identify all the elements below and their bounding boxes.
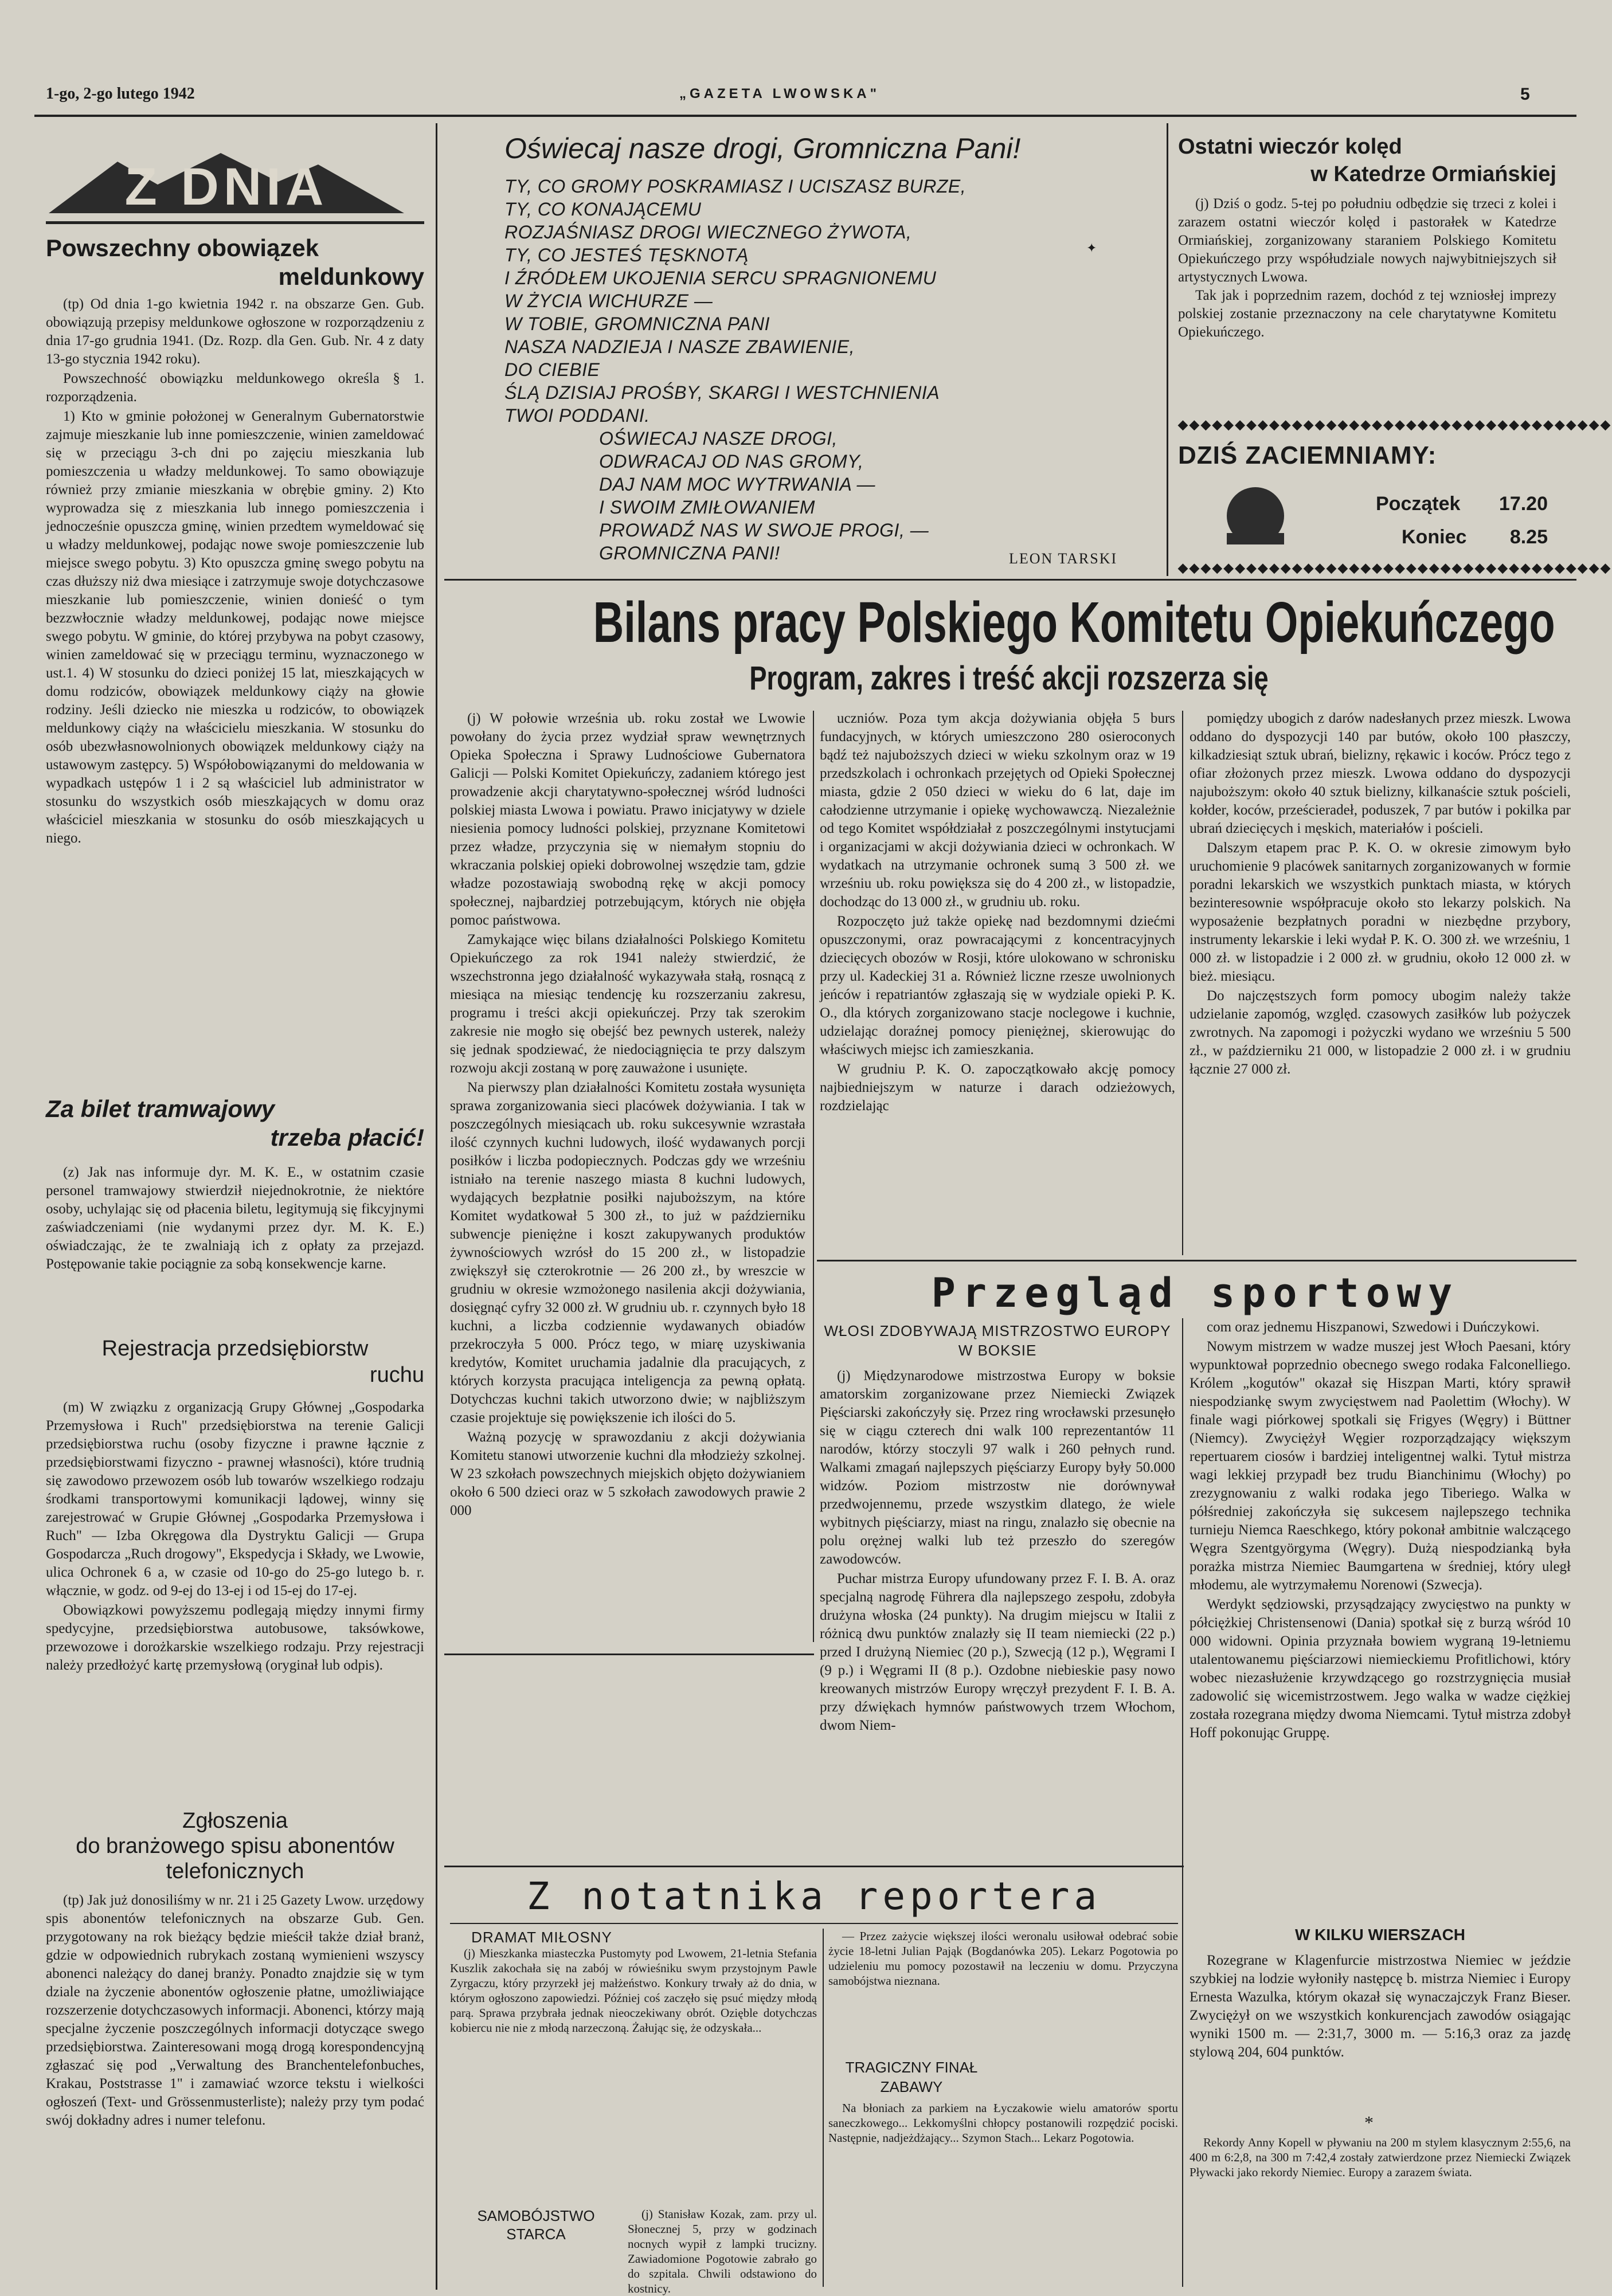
paragraph: Nowym mistrzem w wadze muszej jest Włoch Paesani, który wypunktował poprzednio obecnego swego rodaka Falconelliego. Królem „kogutów" okazał się Hiszpan Marti, który sprawił niespodziankę swym zwycięstwem nad Paolettim (Włochy). W finale wagi piórkowej spotkali się Frigyes (Węgry) i Büttner (Niemcy). Zwyciężył Węgier rozporządzający większym repertuarem ciosów i bardziej inteligentnej walki. Tytuł mistrza wagi lekkiej przypadł bez trudu Bianchinimu (Włochy) po zrezygnowaniu z walki rodaka jego Tiberiego. Walka w półśredniej zakończyła się sukcesem najlepszego technika turnieju Niemca Raeschkego, który pokonał ambitnie walczącego Węgra Szentgyörgyma (Węgry). Dużą niespodzianką była porażka mistrza Niemiec Baumgartena w średniej, który uległ młodemu, ale wytrzymałemu Norenowi (Szwecja). [1190, 1339, 1571, 1593]
poem-line: ODWRACAJ OD NAS GROMY, [599, 451, 864, 472]
sport-col-divider [1182, 1318, 1183, 2287]
main-col-2 [820, 710, 1175, 1254]
main-headline: Bilans pracy Polskiego Komitetu Opiekuńczego [593, 590, 1555, 655]
note-body-samobojstwo [628, 2207, 817, 2295]
paragraph: Obowiązkowi powyższemu podlegają między innymi firmy spedycyjne, przedsiębiorstwa autobusowe, taksówkowe, przewozowe i dorożkarskie wszelkiego rodzaju. Przy rejestracji należy przedłożyć kartę przemysłową (oryginał lub odpis). [46, 1603, 424, 1673]
article-body-telefony [46, 1891, 424, 2287]
article-body-rejestracja [46, 1398, 424, 1803]
sport-col-2b [1190, 1952, 1571, 2109]
sport-subtitle: WŁOSI ZDOBYWAJĄ MISTRZOSTWO EUROPY W BOKSIE [824, 1322, 1171, 1359]
main-subhead: Program, zakres i treść akcji rozszerza się [749, 660, 1269, 697]
page-date: 1-go, 2-go lutego 1942 [46, 85, 195, 103]
paragraph: (z) Jak nas informuje dyr. M. K. E., w ostatnim czasie personel tramwajowy stwierdził niejednokrotnie, że niektóre osoby, uchylając się od płacenia biletu, legitymują się fikcyjnymi zaświadczeniami (nie wydanymi przez dyr. M. K. E.) oświadczając, że te zwalniają ich z opłaty za przejazd. Postępowanie takie pociągnie za sobą konsekwencje karne. [46, 1165, 424, 1272]
paragraph: Na pierwszy plan działalności Komitetu została wysunięta sprawa zorganizowania sieci placówek dożywiania. I tak w poszczególnych miesiącach ub. roku sukcesywnie wzrastała ilość czynnych kuchni ludowych, ilość wydawanych porcji posiłków i liczba podopiecznych. Podczas gdy we wrześniu istniało na terenie naszego miasta 8 kuchni ludowych, wydających bezpłatnie posiłki najuboższym, na które Komitet wydatkował 5 300 zł., to już w październiku subwencje pieniężne i koszt zakupywanych produktów żywnościowych wzrósł do 15 200 zł., w listopadzie zwiększył się czterokrotnie — 26 200 zł., by wreszcie w grudniu w okresie wzmożonego nasilenia akcji dożywiania, dosięgnąć cyfry 32 000 zł. W grudniu ub. r. czynnych było 18 kuchni, a liczba codziennie wydawanych obiadów przekroczyła 5 000. Prócz tego, w miarę uzyskiwania kredytów, Komitet uruchamia jadalnie dla pracujących, z których korzysta pracująca inteligencja za pewną opłatą. Dotychczas kuchni takich utworzono dwie; w najbliższym czasie projektuje się powiększenie ich ilości do 5. [450, 1080, 805, 1425]
paragraph: (m) W związku z organizacją Grupy Głównej „Gospodarka Przemysłowa i Ruch" przedsiębiorstwa na terenie Galicji przedsiębiorstwa ruchu (osoby fizyczne i prawne łącznie z przedsiębiorstwami fizyczno - prawnej własności), które trudnią się zawodowo przewozem osób lub towarów wszelkiego rodzaju środkami transportowymi komunikacji lądowej, winny się zarejestrować w Grupie Głównej „Gospodarka Przemysłowa i Ruch" — Izba Okręgowa dla Dystryktu Galicji — Grupa Gospodarcza „Ruch drogowy", Ekspedycja i Składy, we Lwowie, ulica Ochronek 6 a, w czasie od 10-go do 25-go lutego b. r. włącznie, w godz. od 9-ej do 13-ej i od 15-ej do 17-ej. [46, 1400, 424, 1598]
note-title-dramat: DRAMAT MIŁOSNY [471, 1929, 612, 1946]
header-rule [34, 115, 1576, 117]
paragraph: (tp) Jak już donosiliśmy w nr. 21 i 25 Gazety Lwow. urzędowy spis abonentów telefonicznych na obszarze Gub. Gen. przygotowany na rok bieżący będzie mieścił także dział branż, gdzie w odpowiednich rubrykach zostaną wymienieni wszyscy abonenci należący do danej branży. Ponadto znajdzie się w tym dziale na życzenie abonentów ogłoszenie płatne, umożliwiające rozszerzenie dotychczasowych informacji. Abonenci, którzy mają specjalne życzenie poszczególnych informacji dotyczące swego przedsiębiorstwa. Zainteresowani mogą drogą korespondencyjną zgłaszać się pod „Verwaltung des Branchentelefonbuches, Krakau, Poststrasse 1" i zamawiać wzorce tekstu i wielkości ogłoszeń (Text- und Grössenmusterliste); należy przy tym podać swój dokładny adres i numer telefonu. [46, 1893, 424, 2128]
blackout-title: DZIŚ ZACIEMNIAMY: [1178, 441, 1437, 469]
notes-top-rule [444, 1866, 1184, 1867]
paragraph: Tak jak i poprzednim razem, dochód z tej wzniosłej imprezy polskiej zostanie przeznaczony na cele charytatywne Komitetu Opiekuńczego. [1178, 288, 1556, 340]
title-line: Powszechny obowiązek [46, 234, 319, 261]
poem-line: TY, CO JESTEŚ TĘSKNOTĄ [504, 245, 749, 265]
logo-rule [46, 221, 424, 224]
paragraph: — Przez zażycie większej ilości weronalu usiłował odebrać sobie życie 18-letni Julian Pająk (Bogdanówka 205). Lekarz Pogotowia po udzieleniu mu pomocy pozostawił na leczeniu w domu. Przyczyna samobójstwa nieznana. [828, 1929, 1178, 1988]
paragraph: Do najczęstszych form pomocy ubogim należy także udzielanie zapomóg, względ. czasowych zasiłków lub pożyczek zwrotnych. Na zapomogi i pożyczki wydano we wrześniu 5 500 zł., w październiku 21 000, w listopadzie 2 000 zł. i w grudniu łącznie 27 000 zł. [1190, 988, 1571, 1077]
paragraph: (j) W połowie września ub. roku został we Lwowie powołany do życia przez wydział spraw wewnętrznych Opieka Społeczna i Sprawy Ludnościowe Gubernatora Galicji — Polski Komitet Opiekuńczy, zadaniem którego jest prowadzenie akcji charytatywno-społecznej wśród ludności polskiej miasta Lwowa i powiatu. Prawo inicjatywy w dziele niesienia pomocy ludności polskiej, przyznane Komitetowi przez władze, przyczynia się w niemałym stopniu do wkraczania polskiej opieki dobrowolnej wszędzie tam, gdzie władze pozostawiają swobodną rękę w akcji pomocy społecznej, najbardziej potrzebującym, których nie objęła pomoc państwowa. [450, 711, 805, 928]
notes-title: Z notatnika reportera [526, 1874, 1102, 1918]
paragraph: (j) Dziś o godz. 5-tej po południu odbędzie się trzeci z kolei i zarazem ostatni wieczór kolęd i pastorałek w Katedrze Ormiańskiej, zorganizowany staraniem Polskiego Komitetu Opiekuńczego przy współudziale nowych najwybitniejszych sił artystycznych Lwowa. [1178, 196, 1556, 285]
sport-top-rule [817, 1260, 1576, 1261]
paragraph: Rekordy Anny Kopell w pływaniu na 200 m stylem klasycznym 2:55,6, na 400 m 6:2,8, na 300 m 7:42,4 zostały zatwierdzone przez Niemiecki Związek Pływacki jako rekordy Niemiec. Europy a zarazem świata. [1190, 2136, 1571, 2179]
notes-title-rule [450, 1923, 1178, 1924]
note-body-dramat [450, 1946, 817, 2201]
poem-line: I ŹRÓDŁEM UKOJENIA SERCU SPRAGNIONEMU [504, 268, 937, 288]
article-title-tramwaj [46, 1095, 424, 1152]
notes-top-rule [444, 1654, 814, 1655]
paragraph: (j) Międzynarodowe mistrzostwa Europy w boksie amatorskim zorganizowane przez Niemiecki Związek Pięściarski zakończyły się. Przez ring wrocławski przesunęło się w ciągu czterech dni walk 100 reprezentantów 11 narodów, którzy stoczyli 97 walk i 260 pełnych rund. Walkami zmagań najlepszych pięściarzy Europy były 50.000 widzów. Poziom mistrzostw nie dorównywał przedwojennemu, przede wszystkim dlatego, że wiele wybitnych pięściarzy, miast na ringu, znalazło się obecnie na polu orężnej walki lub też przeszło do szeregów zawodowców. [820, 1368, 1175, 1567]
paragraph: (j) Mieszkanka miasteczka Pustomyty pod Lwowem, 21-letnia Stefania Kuszlik zakochała się na zabój w rówieśniku swym przystojnym Pawle Zyrgaczu, który przyrzekł jej małżeństwo. Konkury trwały aż do dnia, w którym ogłoszono zapowiedzi. Później coś zaczęło się psuć między młodą parą. Sprawa przybrała jednak nieoczekiwany obrót. Ozięble dotychczas kobiercu nie nie z młodą narzeczoną. Żałując się, że odzyskała... [450, 1946, 817, 2035]
sport-col-1 [820, 1367, 1175, 1860]
sport-subtitle-2: W KILKU WIERSZACH [1294, 1926, 1466, 1944]
poem-line: NASZA NADZIEJA I NASZE ZBAWIENIE, [504, 336, 855, 357]
poem-block-1 [504, 175, 1158, 427]
star-separator: * [1364, 2112, 1374, 2133]
paragraph: pomiędzy ubogich z darów nadesłanych przez mieszk. Lwowa oddano do dyspozycji 140 par butów, około 100 płaszczy, kilkadziesiąt sztuk ubrań, bielizny, rękawic i koców. Prócz tego z ofiar złożonych przez mieszk. Lwowa oddano do dyspozycji najuboższym: około 40 sztuk bielizny, kilkanaście sztuk pościeli, kołder, koców, prześcieradeł, poduszek, 7 par butów i pokilka par ubrań dziecięcych i męskich, materiałów i pościeli. [1190, 711, 1571, 836]
poem-ornament-icon: ✦ [1086, 241, 1097, 255]
paragraph: W grudniu P. K. O. zapoczątkowało akcję pomocy najbiedniejszym w naturze i darach odzieżowych, rozdzielając [820, 1061, 1175, 1114]
logo-z-dnia [49, 150, 404, 219]
main-col-divider [813, 711, 814, 1642]
poem-line: GROMNICZNA PANI! [599, 543, 780, 563]
ornament-divider: ◆◆◆◆◆◆◆◆◆◆◆◆◆◆◆◆◆◆◆◆◆◆◆◆◆◆◆◆◆◆◆◆◆◆◆◆◆◆ [1178, 561, 1612, 575]
start-label: Początek [1376, 493, 1461, 515]
start-time: 17.20 [1498, 493, 1548, 515]
article-body-tramwaj [46, 1163, 424, 1330]
poem-line: W TOBIE, GROMNICZNA PANI [504, 314, 770, 334]
article-title-meldunkowy [46, 234, 424, 291]
poem-line: DO CIEBIE [504, 359, 600, 380]
title-line: Rejestracja przedsiębiorstw [101, 1337, 369, 1361]
notes-col-divider [823, 1929, 824, 2287]
poem-line: TWOI PODDANI. [504, 405, 650, 426]
poem-author: LEON TARSKI [1009, 550, 1118, 567]
sport-records [1190, 2135, 1571, 2287]
headline-top-rule [444, 579, 1576, 581]
paragraph: Zamykające więc bilans działalności Polskiego Komitetu Opiekuńczego za rok 1941 należy stwierdzić, że wszechstronna jego działalność wykazywała stałą, rosnącą z miesiąca na miesiąc tendencję ku rozszerzaniu zakresu, programu i treści akcji opiekuńczej. Przy tak szerokim zakresie nie mogło się obejść bez pewnych usterek, należy się jednak spodziewać, że niedociągnięcia te przy dalszym rozwoju akcji zostaną w porę zauważone i usunięte. [450, 932, 805, 1076]
note-body-tragiczny [828, 2101, 1178, 2287]
poem-title: Oświecaj nasze drogi, Gromniczna Pani! [504, 132, 1021, 164]
end-label: Koniec [1402, 526, 1467, 548]
page-number: 5 [1520, 85, 1530, 104]
poem-line: OŚWIECAJ NASZE DROGI, [599, 428, 838, 449]
note-title-tragiczny: TRAGICZNY FINAŁ ZABAWY [845, 2059, 978, 2095]
title-line: Ostatni wieczór kolęd [1178, 135, 1402, 159]
poem-line: I SWOIM ZMIŁOWANIEM [599, 497, 815, 518]
sport-title: Przegląd sportowy [931, 1270, 1460, 1317]
paragraph: Dalszym etapem prac P. K. O. w okresie zimowym było uruchomienie 9 placówek sanitarnych zorganizowanych w formie poradni lekarskich we wszystkich punktach miasta, w których bezinteresownie współpracuje około sto lekarzy polskich. Na wyposażenie bezpłatnych poradni w niezbędne przybory, instrumenty lekarskie i leki wydał P. K. O. 300 zł. we wrześniu, 1 000 zł. w listopadzie i 2 000 zł. w grudniu, około 12 000 zł. w bież. miesiącu. [1190, 840, 1571, 984]
kolędy-title [1178, 133, 1556, 188]
main-col-1 [450, 710, 805, 1647]
poem-line: PROWADŹ NAS W SWOJE PROGI, — [599, 520, 929, 540]
paragraph: Na błoniach za parkiem na Łyczakowie wielu amatorów sportu saneczkowego... Lekkomyślni chłopcy postanowili rozpędzić pociski. Następnie, nadjeżdżający... Szymon Stach... Lekarz Pogotowia. [828, 2101, 1178, 2145]
sport-col-2 [1190, 1318, 1571, 1920]
paragraph: Rozegrane w Klagenfurcie mistrzostwa Niemiec w jeździe szybkiej na lodzie wyłoniły następcę b. mistrza Niemiec i Europy Ernesta Wazulka, którym okazał się wynaczajczyk Franz Bieser. Zwyciężył on we wszystkich konkurencjach zawodów osiągając wyniki 1500 m. — 2:31,7, 3000 m. — 5:16,3 oraz za jazdę stylową 204, 604 punktów. [1190, 1953, 1571, 2060]
paragraph: Ważną pozycję w sprawozdaniu z akcji dożywiania Komitetu stanowi utworzenie kuchni dla młodzieży szkolnej. W 23 szkołach powszechnych miejskich objęto dożywianiem około 6 500 dzieci oraz w 5 szkołach zawodowych prawie 2 000 [450, 1429, 805, 1518]
ornament-divider: ◆◆◆◆◆◆◆◆◆◆◆◆◆◆◆◆◆◆◆◆◆◆◆◆◆◆◆◆◆◆◆◆◆◆◆◆◆◆ [1178, 417, 1612, 432]
poem-line: TY, CO KONAJĄCEMU [504, 199, 702, 220]
paragraph: 1) Kto w gminie położonej w Generalnym Gubernatorstwie zajmuje mieszkanie lub inne pomieszczenie, winien zameldować się w przeciągu 3-ch dni po zajęciu mieszkania lub pomieszczenia u władzy meldunkowej. To samo obowiązuje również przy zmianie mieszkania w obrębie gminy. 2) Kto wyprowadza się z mieszkania lub innego pomieszczenia i jednocześnie opuszcza gminę, winien przedtem wymeldować się u władzy meldunkowej, podając nowe swoje pomieszczenie lub miejsce swego pobytu. 3) Kto opuszcza gminę swego pobytu na czas dłuższy niż dwa miesiące i zatrzymuje swoje dotychczasowe mieszkanie lub pomieszczenie, winien donieść o tym bezzwłocznie władzy meldunkowej, podając nowe miejsce swego pobytu. W gminie, do której przybywa na pobyt czasowy, winien zameldować się w przeciągu terminu, wyznaczonego w ust.1. 4) W stosunku do dzieci poniżej 15 lat, mieszkających w domu rodziców, obowiązek meldunkowy ciąży na głowie rodziny. Jeśli dziecko nie mieszka u rodziców, to obowiązek meldunkowy ciąży na właścicielu mieszkania. W stosunku do osób ubezwłasnowolnionych obowiązek meldunkowy ciąży na ustawowym zastępcy. 5) Współobowiązanymi do meldowania w wypadkach ustępów 1 i 2 są właściciel lub administrator w stosunku do wszystkich osób mieszkających w domu oraz właściciel mieszkania w stosunku do osób mieszkających u niego. [46, 409, 424, 846]
left-column-divider [436, 123, 437, 2290]
paragraph: uczniów. Poza tym akcja dożywiania objęła 5 burs fundacyjnych, w których umieszczono 280 osieroconych bądź też najuboższych dzieci w wieku szkolnym oraz w 19 przedszkolach i ochronkach przejętych od Opieki Społecznej miasta, gdzie 2 050 dzieci w wieku do 6 lat, daje im całodzienne utrzymanie i opiekę wychowawczą. Niezależnie od tego Komitet współdziałał z poszczególnymi instytucjami i organizacjami w akcji dożywiania dzieci w ochronkach. W wydatkach na utrzymanie ochronek sumą 3 500 zł. we wrześniu ub. roku powiększa się do 4 200 zł., w listopadzie, dochodząc do 13 000 zł., w grudniu ub. roku. [820, 711, 1175, 910]
title-line: w Katedrze Ormiańskiej [1310, 162, 1556, 186]
paragraph: (tp) Od dnia 1-go kwietnia 1942 r. na obszarze Gen. Gub. obowiązują przepisy meldunkowe ogłoszone w rozporządzeniu z dnia 17-go grudnia 1941. (Dz. Rozp. dla Gen. Gub. Nr. 4 z daty 13-go stycznia 1942 roku). [46, 296, 424, 367]
main-col-3 [1190, 710, 1571, 1254]
blackout-start [1376, 493, 1548, 515]
poem-line: ROZJAŚNIASZ DROGI WIECZNEGO ŻYWOTA, [504, 222, 912, 242]
title-line: Zgłoszenia [182, 1809, 288, 1833]
note-title-samobojstwo: SAMOBÓJSTWO STARCA [477, 2207, 595, 2243]
paper-title: „GAZETA LWOWSKA" [679, 86, 881, 101]
article-body-meldunkowy [46, 295, 424, 1083]
poem-line: W ŻYCIA WICHURZE — [504, 291, 713, 311]
paragraph: Rozpoczęto już także opiekę nad bezdomnymi dziećmi opuszczonymi, oraz powracającymi z koncentracyjnych dziecięcych obozów w Rosji, które ulokowano w schronisku przy ul. Kadeckiej 31 a. Również liczne rzesze uwolnionych jeńców i repatriantów zgłaszają się w wydziale opieki P. K. O., dla których zorganizowano stacje noclegowe i kuchnie, udzielając doraźnej pomocy pieniężnej, skierowując do właściwych miejsc ich zamieszkania. [820, 914, 1175, 1057]
title-line: meldunkowy [278, 263, 424, 290]
paragraph: (j) Stanisław Kozak, zam. przy ul. Słonecznej 5, przy w godzinach nocnych wypił z lampki trucizny. Zawiadomione Pogotowie zabrało go do szpitala. Chwili odstawiono do kostnicy. [628, 2207, 817, 2295]
paragraph: Powszechność obowiązku meldunkowego określa § 1. rozporządzenia. [46, 371, 424, 405]
paragraph: Puchar mistrza Europy ufundowany przez F. I. B. A. oraz specjalną nagrodę Führera dla najlepszego zespołu, zdobyła drużyna włoska (24 punkty). Na drugim miejscu w Italii z różnicą dwu punktów znalazły się II team niemiecki (22 p.) przed I drużyną Niemiec (20 p.), Szwecją (12 p.), Węgrami I (9 p.) i Węgrami II (8 p.). Ozdobne niebieskie pasy nowo kreowanych mistrzów Europy wręczył prezydent F. I. B. A. przy dźwiękach hymnów państwowych trzem Włochom, dwom Niem- [820, 1571, 1175, 1733]
logo-text: Z DNIA [124, 158, 328, 216]
poem-block-2 [599, 427, 1058, 565]
blackout-icon [1221, 484, 1290, 547]
poem-line: ŚLĄ DZISIAJ PROŚBY, SKARGI I WESTCHNIENIA [504, 382, 940, 403]
title-line: Za bilet tramwajowy [46, 1095, 275, 1122]
poem-line: DAJ NAM MOC WYTRWANIA — [599, 474, 876, 495]
poem-right-divider [1167, 123, 1168, 576]
title-line: do branżowego spisu abonentów telefonicznych [76, 1834, 394, 1883]
note-body-weronal [828, 1929, 1178, 2055]
article-title-rejestracja [46, 1335, 424, 1388]
title-line: trzeba płacić! [270, 1124, 424, 1151]
title-line: ruchu [369, 1363, 424, 1387]
kolędy-body [1178, 195, 1556, 407]
poem-line: TY, CO GROMY POSKRAMIASZ I UCISZASZ BURZE, [504, 176, 967, 197]
paragraph: com oraz jednemu Hiszpanowi, Szwedowi i Duńczykowi. [1207, 1319, 1540, 1335]
blackout-end [1376, 526, 1548, 548]
paragraph: Werdykt sędziowski, przysądzający zwycięstwo na punkty w półciężkiej Christensenowi (Dania) spotkał się z burzą wśród 10 000 widowni. Opinia przyznała bowiem wygraną 19-letniemu utalentowanemu pięściarzowi niemieckiemu Profitlichowi, który wobec niezasłużenie krzywdzącego go rozstrzygnięcia musiał zadowolić się wicemistrzostwem. Jego walka w wadze ciężkiej została rozegrana między dwoma Niemcami. Tytuł mistrza zdobył Hoff pokonując Gruppę. [1190, 1597, 1571, 1741]
end-time: 8.25 [1509, 526, 1548, 548]
main-col-divider [1182, 711, 1183, 1255]
article-title-telefony [46, 1808, 424, 1884]
